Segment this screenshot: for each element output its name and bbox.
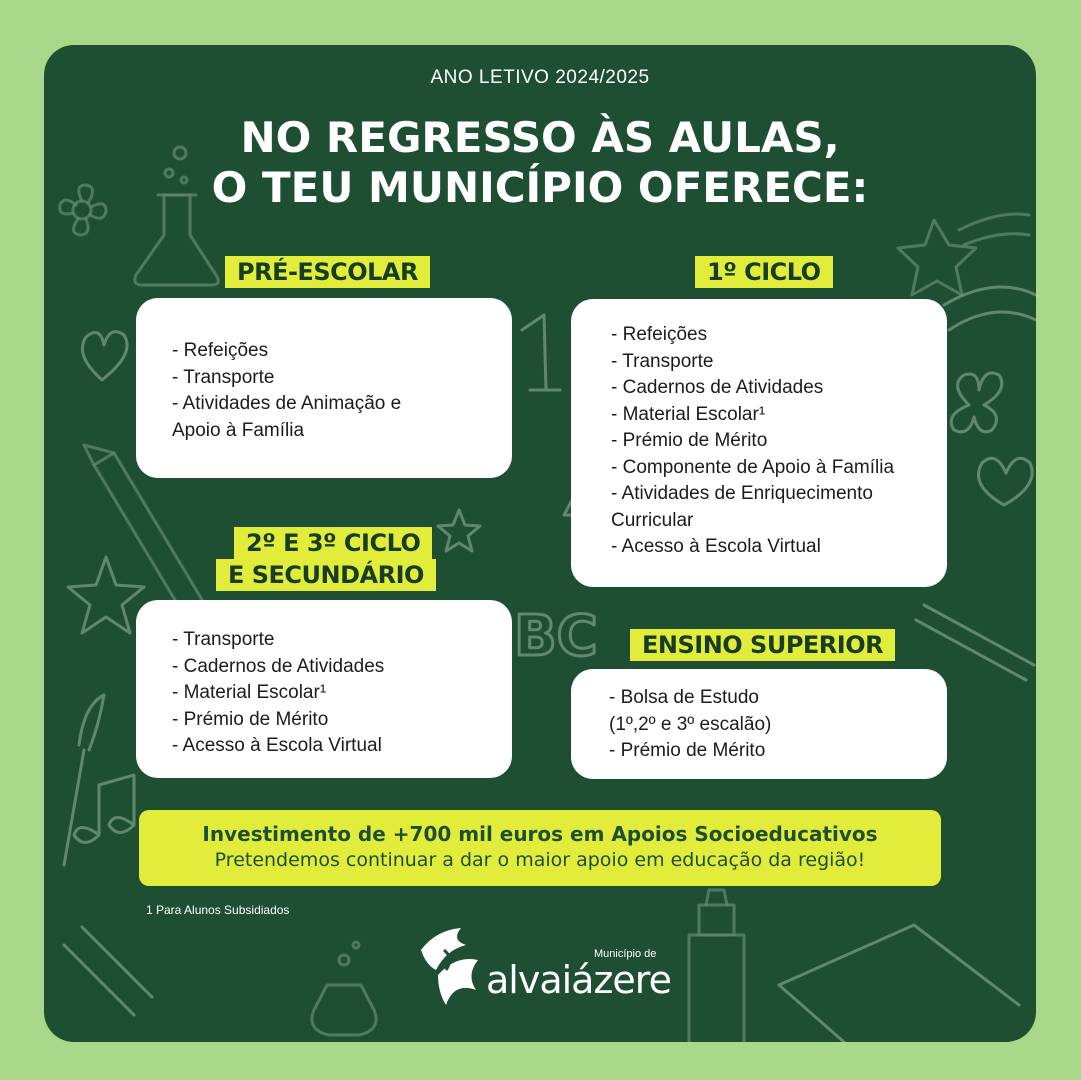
list-item: - Atividades de Animação e — [172, 393, 402, 414]
list-item: - Transporte — [611, 350, 714, 372]
card-segundo-terceiro — [136, 600, 512, 778]
footnote: 1 Para Alunos Subsidiados — [146, 903, 290, 917]
list-item: - Acesso à Escola Virtual — [172, 735, 382, 756]
list-item: - Prémio de Mérito — [609, 740, 766, 761]
card-ensino-superior — [571, 669, 947, 779]
list-item: - Transporte — [172, 366, 275, 388]
list-ensino-superior — [609, 685, 947, 765]
card-primeiro-ciclo — [571, 299, 947, 587]
investment-banner — [139, 810, 941, 886]
list-item: - Prémio de Mérito — [611, 430, 768, 451]
headline-line-2: O TEU MUNICÍPIO OFERECE: — [211, 163, 869, 212]
list-item: - Transporte — [172, 629, 275, 650]
number-one-doodle — [522, 315, 560, 390]
abc-doodle: BC — [514, 604, 598, 669]
music-note-doodle — [74, 775, 134, 843]
flask-bottom-doodle — [312, 942, 376, 1035]
section-tag-segundo-terceiro-line1: 2º E 3º CICLO — [234, 527, 432, 559]
list-pre-escolar — [172, 338, 512, 444]
page-headline — [44, 113, 1036, 213]
municipality-logo — [416, 920, 671, 1010]
card-pre-escolar — [136, 298, 512, 478]
school-year-label: ANO LETIVO 2024/2025 — [430, 67, 650, 88]
list-item: - Atividades de Enriquecimento — [611, 483, 873, 504]
headline-line-1: NO REGRESSO ÀS AULAS, — [240, 113, 840, 162]
list-item: - Cadernos de Atividades — [611, 377, 824, 398]
logo-subtitle: Município de — [594, 948, 657, 960]
star-doodle — [68, 557, 144, 633]
shooting-star-doodle — [898, 214, 1029, 295]
list-item: - Cadernos de Atividades — [172, 655, 385, 677]
crayon-doodle — [64, 927, 152, 1015]
investment-subline: Pretendemos continuar a dar o maior apoio em educação da região! — [214, 849, 866, 871]
section-tag-segundo-terceiro-line2: E SECUNDÁRIO — [216, 559, 436, 591]
heart-right-doodle — [978, 458, 1032, 505]
logo-wordmark: alvaiázere — [486, 958, 671, 1002]
list-item: - Material Escolar¹ — [611, 403, 766, 425]
glue-bottle-doodle — [689, 890, 744, 1042]
section-tag-ensino-superior: ENSINO SUPERIOR — [630, 629, 895, 661]
list-primeiro-ciclo — [611, 322, 947, 561]
list-item: (1º,2º e 3º escalão) — [609, 713, 772, 735]
clover-doodle — [951, 373, 1002, 432]
list-item: - Bolsa de Estudo — [609, 687, 759, 708]
list-item: - Refeições — [611, 324, 708, 345]
list-item: - Acesso à Escola Virtual — [611, 536, 821, 557]
list-segundo-terceiro — [172, 627, 512, 760]
list-item: - Prémio de Mérito — [172, 708, 329, 730]
small-star-doodle — [438, 510, 480, 551]
list-item: - Material Escolar¹ — [172, 682, 327, 703]
brush-doodle — [64, 695, 104, 865]
chalkboard-panel — [44, 45, 1036, 1042]
notebook-doodle — [779, 925, 1019, 1042]
list-item: Curricular — [611, 509, 694, 531]
list-item: - Refeições — [172, 340, 269, 361]
section-tag-pre-escolar: PRÉ-ESCOLAR — [225, 256, 430, 288]
pencil-right-doodle — [916, 605, 1034, 680]
heart-doodle — [82, 332, 127, 380]
investment-headline: Investimento de +700 mil euros em Apoios Socioeducativos — [202, 822, 878, 846]
list-item: Apoio à Família — [172, 419, 305, 441]
logo-mark-icon — [416, 920, 486, 1010]
list-item: - Componente de Apoio à Família — [611, 456, 895, 478]
section-tag-primeiro-ciclo: 1º CICLO — [695, 256, 833, 288]
